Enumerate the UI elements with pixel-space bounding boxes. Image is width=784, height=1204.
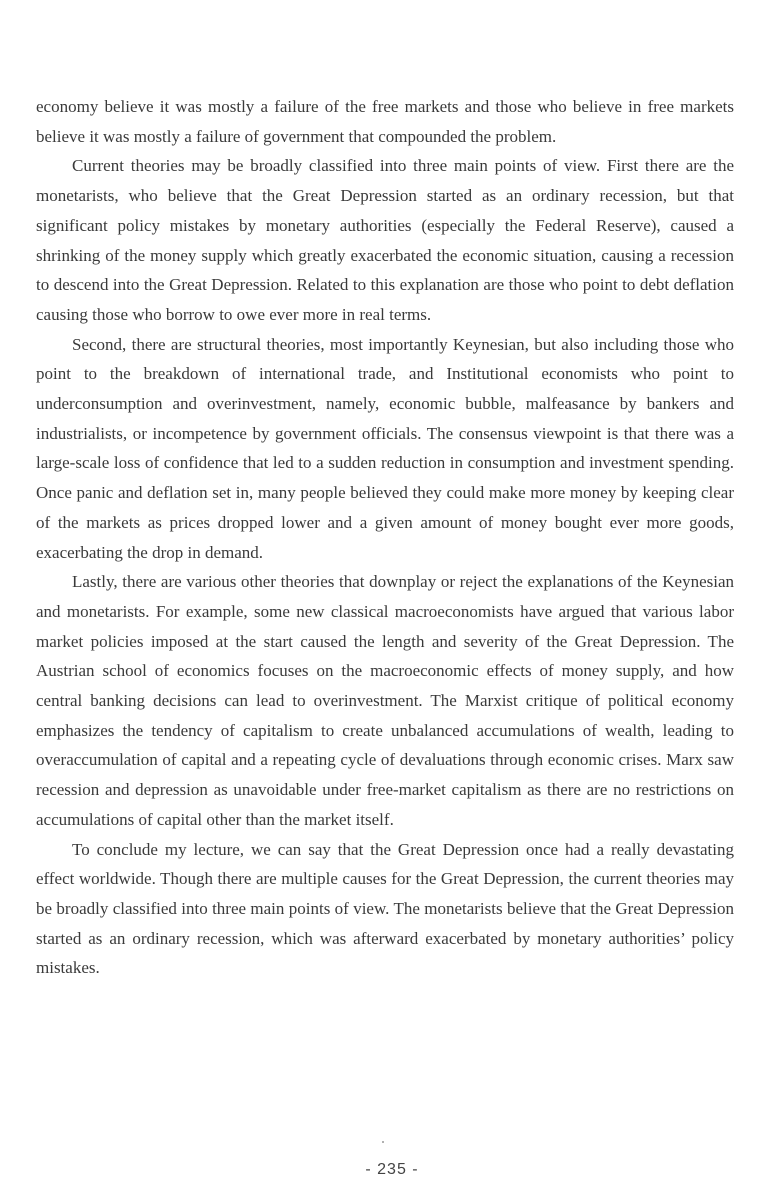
paragraph-structural-theories: Second, there are structural theories, most importantly Keynesian, but also including those who point to the breakdown of international trade, and Institutional economists who point to underconsumption and overinvestment, namely, economic bubble, malfeasance by bankers and industrialists, or incompetence by government officials. The consensus viewpoint is that there was a large-scale loss of confidence that led to a sudden reduction in consumption and investment spending. Once panic and deflation set in, many people believed they could make more money by keeping clear of the markets as prices dropped lower and a given amount of money bought ever more goods, exacerbating the drop in demand. (36, 334, 734, 562)
paragraph-continuation: economy believe it was mostly a failure of the free markets and those who believe in free markets believe it was mostly a failure of government that compounded the problem. (36, 97, 734, 146)
paragraph-other-theories: Lastly, there are various other theories that downplay or reject the explanations of the Keynesian and monetarists. For example, some new classical macroeconomists have argued that various labor market policies imposed at the start caused the length and severity of the Great Depression. The Austrian school of economics focuses on the macroeconomic effects of money supply, and how central banking decisions can lead to overinvestment. The Marxist critique of political economy emphasizes the tendency of capitalism to create unbalanced accumulations of wealth, leading to overaccumulation of capital and a repeating cycle of devaluations through economic crises. Marx saw recession and depression as unavoidable under free-market capitalism as there are no restrictions on accumulations of capital other than the market itself. (36, 572, 734, 829)
body-text (36, 92, 734, 983)
page-number: - 235 - (365, 1161, 419, 1178)
paragraph-monetarists: Current theories may be broadly classified into three main points of view. First there are the monetarists, who believe that the Great Depression started as an ordinary recession, but that significant policy mistakes by monetary authorities (especially the Federal Reserve), caused a shrinking of the money supply which greatly exacerbated the economic situation, causing a recession to descend into the Great Depression. Related to this explanation are those who point to debt deflation causing those who borrow to owe ever more in real terms. (36, 156, 734, 324)
scan-dot (382, 1141, 384, 1143)
paragraph-conclusion: To conclude my lecture, we can say that the Great Depression once had a really devastating effect worldwide. Though there are multiple causes for the Great Depression, the current theories may be broadly classified into three main points of view. The monetarists believe that the Great Depression started as an ordinary recession, which was afterward exacerbated by monetary authorities’ policy mistakes. (36, 839, 734, 978)
